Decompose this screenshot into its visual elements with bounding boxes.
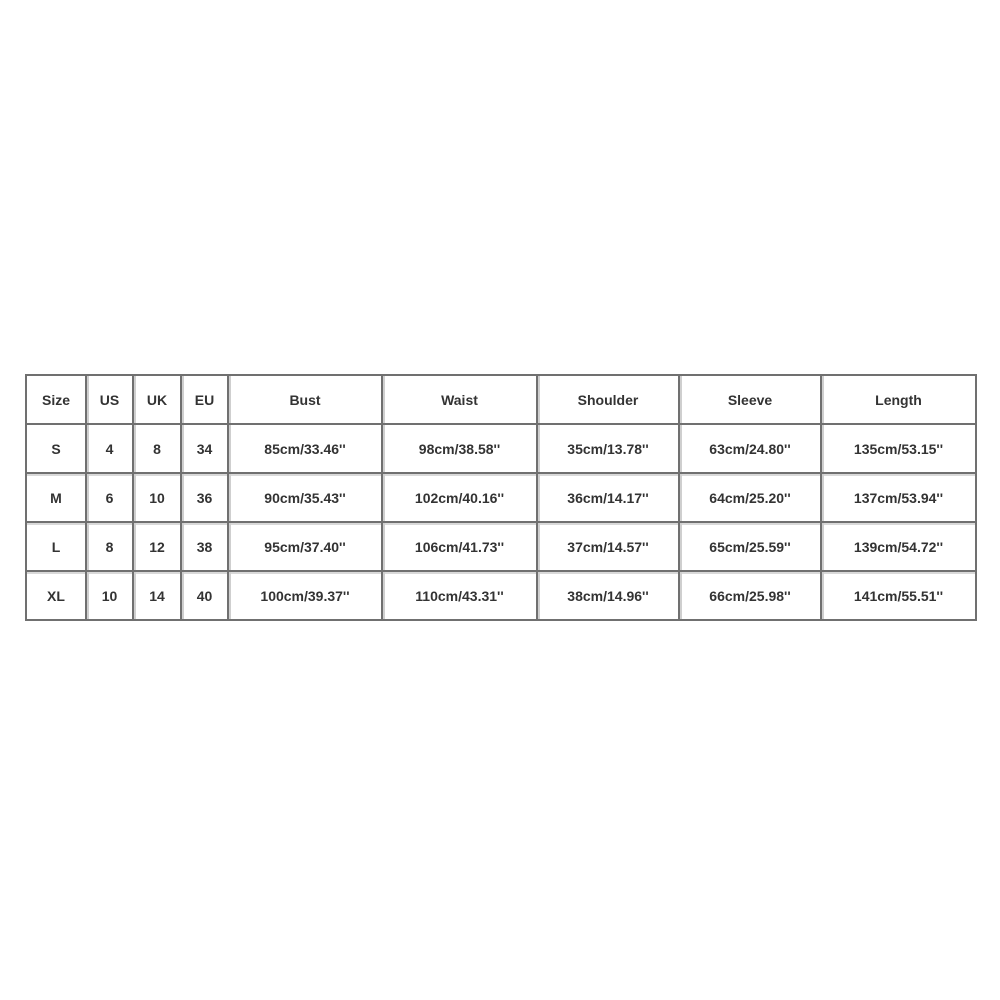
cell-length: 139cm/54.72'' — [822, 523, 977, 572]
cell-sleeve: 63cm/24.80'' — [680, 425, 822, 474]
cell-waist: 98cm/38.58'' — [383, 425, 538, 474]
header-sleeve: Sleeve — [680, 376, 822, 425]
header-row — [27, 376, 977, 425]
cell-shoulder: 35cm/13.78'' — [538, 425, 680, 474]
cell-waist: 110cm/43.31'' — [383, 572, 538, 621]
cell-size: XL — [27, 572, 87, 621]
cell-bust: 95cm/37.40'' — [229, 523, 383, 572]
cell-shoulder: 36cm/14.17'' — [538, 474, 680, 523]
cell-uk: 10 — [134, 474, 182, 523]
cell-eu: 36 — [182, 474, 229, 523]
cell-us: 10 — [87, 572, 134, 621]
cell-bust: 100cm/39.37'' — [229, 572, 383, 621]
cell-size: L — [27, 523, 87, 572]
cell-sleeve: 65cm/25.59'' — [680, 523, 822, 572]
table-row — [27, 474, 977, 523]
cell-sleeve: 66cm/25.98'' — [680, 572, 822, 621]
cell-waist: 102cm/40.16'' — [383, 474, 538, 523]
cell-uk: 8 — [134, 425, 182, 474]
header-uk: UK — [134, 376, 182, 425]
cell-length: 141cm/55.51'' — [822, 572, 977, 621]
cell-sleeve: 64cm/25.20'' — [680, 474, 822, 523]
cell-shoulder: 37cm/14.57'' — [538, 523, 680, 572]
table-row — [27, 572, 977, 621]
header-length: Length — [822, 376, 977, 425]
cell-bust: 85cm/33.46'' — [229, 425, 383, 474]
cell-eu: 34 — [182, 425, 229, 474]
cell-uk: 12 — [134, 523, 182, 572]
cell-eu: 40 — [182, 572, 229, 621]
header-eu: EU — [182, 376, 229, 425]
cell-size: S — [27, 425, 87, 474]
cell-us: 8 — [87, 523, 134, 572]
cell-length: 135cm/53.15'' — [822, 425, 977, 474]
cell-us: 4 — [87, 425, 134, 474]
size-chart-table — [25, 374, 977, 621]
cell-shoulder: 38cm/14.96'' — [538, 572, 680, 621]
header-bust: Bust — [229, 376, 383, 425]
cell-waist: 106cm/41.73'' — [383, 523, 538, 572]
header-us: US — [87, 376, 134, 425]
header-size: Size — [27, 376, 87, 425]
table-row — [27, 523, 977, 572]
header-shoulder: Shoulder — [538, 376, 680, 425]
table-row — [27, 425, 977, 474]
header-waist: Waist — [383, 376, 538, 425]
cell-us: 6 — [87, 474, 134, 523]
cell-length: 137cm/53.94'' — [822, 474, 977, 523]
cell-eu: 38 — [182, 523, 229, 572]
cell-size: M — [27, 474, 87, 523]
cell-uk: 14 — [134, 572, 182, 621]
cell-bust: 90cm/35.43'' — [229, 474, 383, 523]
